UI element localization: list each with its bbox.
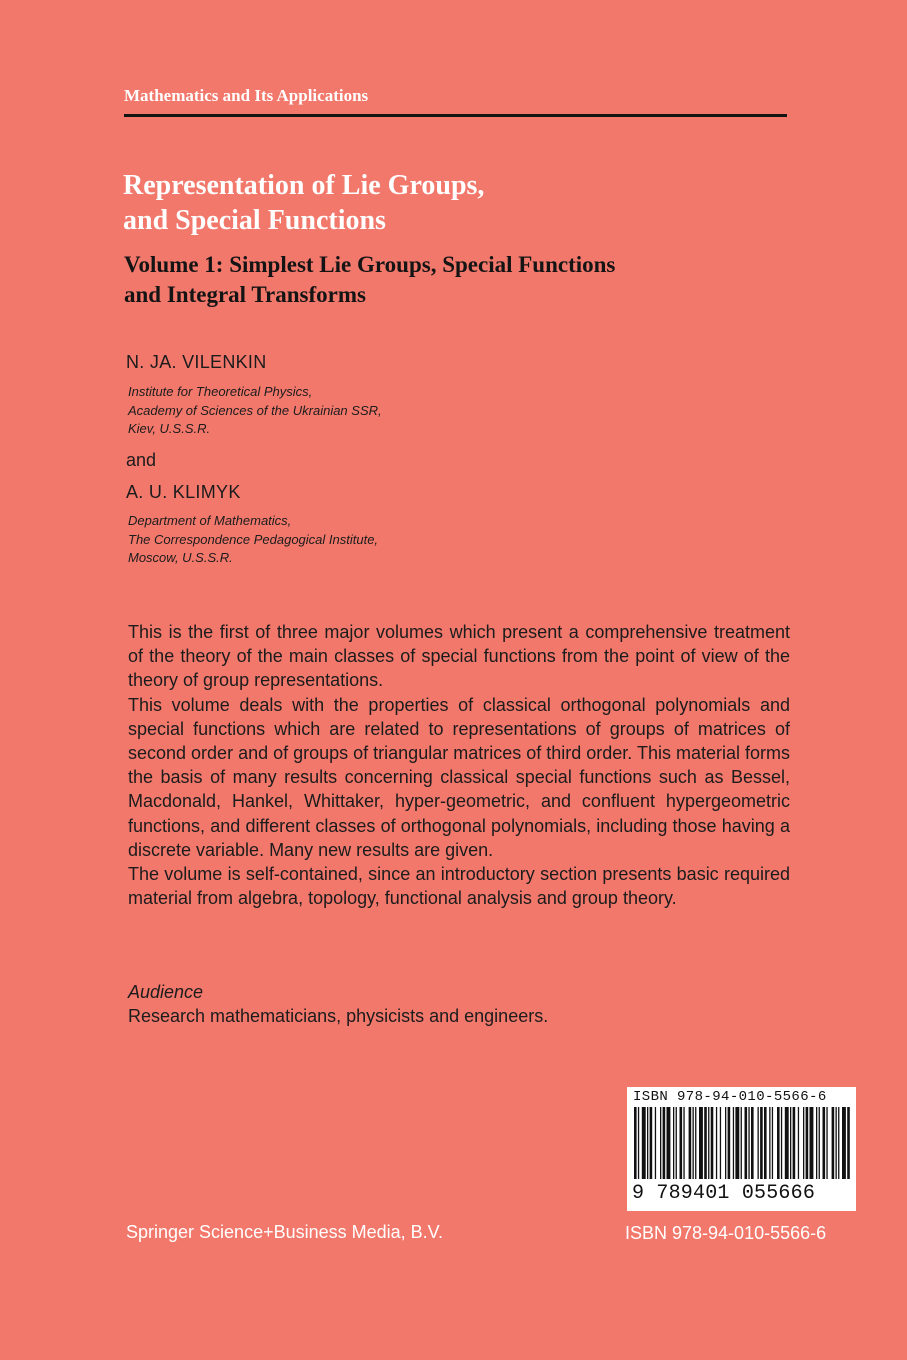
isbn-number: ISBN 978-94-010-5566-6 bbox=[625, 1223, 827, 1243]
barcode-bar bbox=[708, 1107, 709, 1179]
affiliation-line: Kiev, U.S.S.R. bbox=[128, 421, 211, 436]
barcode-bar bbox=[704, 1107, 707, 1179]
barcode-bar bbox=[751, 1107, 754, 1179]
barcode-bar bbox=[781, 1107, 782, 1179]
barcode-bar bbox=[819, 1107, 820, 1179]
book-title bbox=[123, 168, 783, 238]
barcode-bar bbox=[711, 1107, 714, 1179]
barcode-bar bbox=[650, 1107, 653, 1179]
affiliation-line: Department of Mathematics, bbox=[128, 513, 292, 528]
barcode-bar bbox=[663, 1107, 666, 1179]
barcode-digits: 9 789401 055666 bbox=[632, 1182, 816, 1205]
author-conjunction: and bbox=[126, 450, 157, 470]
subtitle-line: Volume 1: Simplest Lie Groups, Special Functions bbox=[124, 252, 616, 277]
description-paragraph: The volume is self-contained, since an introductory section presents basic required material from algebra, topology, functional analysis and group theory. bbox=[128, 864, 790, 909]
affiliation-line: Moscow, U.S.S.R. bbox=[128, 550, 233, 565]
audience-text: Research mathematicians, physicists and engineers. bbox=[128, 1006, 549, 1026]
barcode-bar bbox=[689, 1107, 692, 1179]
barcode-bar bbox=[748, 1107, 749, 1179]
series-title: Mathematics and Its Applications bbox=[124, 86, 369, 105]
affiliation-line: The Correspondence Pedagogical Institute, bbox=[128, 531, 379, 547]
barcode-bar bbox=[764, 1107, 767, 1179]
book-title-line: and Special Functions bbox=[123, 205, 386, 236]
barcode-icon bbox=[632, 1107, 852, 1181]
publisher: Springer Science+Business Media, B.V. bbox=[126, 1222, 444, 1242]
affiliation-line: Academy of Sciences of the Ukrainian SSR, bbox=[128, 402, 382, 418]
barcode-bar bbox=[803, 1107, 804, 1179]
barcode-bar bbox=[673, 1107, 674, 1179]
barcode-bar bbox=[676, 1107, 677, 1179]
barcode-bar bbox=[810, 1107, 814, 1179]
book-title-line: Representation of Lie Groups, bbox=[123, 170, 485, 201]
barcode-bar bbox=[826, 1107, 827, 1179]
affiliation-line: Institute for Theoretical Physics, bbox=[128, 384, 313, 399]
barcode-bar bbox=[806, 1107, 809, 1179]
barcode-bar bbox=[634, 1107, 637, 1179]
barcode-bar bbox=[790, 1107, 791, 1179]
author-name: A. U. KLIMYK bbox=[126, 482, 241, 502]
barcode-bar bbox=[816, 1107, 817, 1179]
barcode-bar bbox=[660, 1107, 661, 1179]
barcode-bar bbox=[741, 1107, 742, 1179]
barcode-bar bbox=[725, 1107, 726, 1179]
barcode-bar bbox=[769, 1107, 770, 1179]
description-paragraph: This is the first of three major volumes which present a comprehensive treatment of the theory of the main classes of special functions from the point of view of the theory of group representations. bbox=[128, 622, 790, 691]
barcode-bar bbox=[772, 1107, 773, 1179]
barcode-bar bbox=[735, 1107, 739, 1179]
author-affiliation bbox=[128, 383, 628, 439]
barcode-bar bbox=[760, 1107, 763, 1179]
barcode-bar bbox=[832, 1107, 835, 1179]
barcode-bar bbox=[777, 1107, 780, 1179]
barcode-bar bbox=[838, 1107, 839, 1179]
barcode-bar bbox=[793, 1107, 796, 1179]
barcode-bar bbox=[716, 1107, 717, 1179]
barcode-bar bbox=[720, 1107, 721, 1179]
barcode-bar bbox=[693, 1107, 694, 1179]
barcode-bar bbox=[745, 1107, 748, 1179]
description-paragraph: This volume deals with the properties of classical orthogonal polynomials and special functions which are related to representations of groups of matrices of second order and of groups of triangular matrices of third order. This material forms the basis of many results concerning classical special functions such as Bessel, Macdonald, Hankel, Whittaker, hyper-geometric, and confluent hypergeometric functions, and different classes of orthogonal polynomials, including those having a discrete variable. Many new results are given. bbox=[128, 694, 790, 860]
barcode-bar bbox=[638, 1107, 639, 1179]
author-name: N. JA. VILENKIN bbox=[126, 352, 267, 372]
barcode-bar bbox=[733, 1107, 734, 1179]
barcode-bar bbox=[667, 1107, 671, 1179]
barcode-isbn-label: ISBN 978-94-010-5566-6 bbox=[633, 1089, 827, 1105]
barcode-bar bbox=[836, 1107, 837, 1179]
barcode-bar bbox=[699, 1107, 703, 1179]
book-description bbox=[128, 620, 790, 910]
barcode-bar bbox=[695, 1107, 696, 1179]
author-affiliation bbox=[128, 512, 628, 568]
barcode-bar bbox=[647, 1107, 648, 1179]
barcode-bar bbox=[847, 1107, 850, 1179]
barcode-bar bbox=[642, 1107, 646, 1179]
barcode-bar bbox=[655, 1107, 656, 1179]
barcode-bar bbox=[728, 1107, 731, 1179]
barcode-bar bbox=[758, 1107, 759, 1179]
audience-heading: Audience bbox=[128, 982, 204, 1002]
barcode-bar bbox=[680, 1107, 683, 1179]
barcode-bar bbox=[823, 1107, 826, 1179]
barcode-bar bbox=[798, 1107, 799, 1179]
header-rule bbox=[124, 114, 787, 117]
barcode-bar bbox=[842, 1107, 846, 1179]
barcode-bar bbox=[785, 1107, 789, 1179]
barcode-bar bbox=[683, 1107, 684, 1179]
subtitle-line: and Integral Transforms bbox=[124, 282, 366, 307]
volume-subtitle bbox=[124, 250, 784, 310]
